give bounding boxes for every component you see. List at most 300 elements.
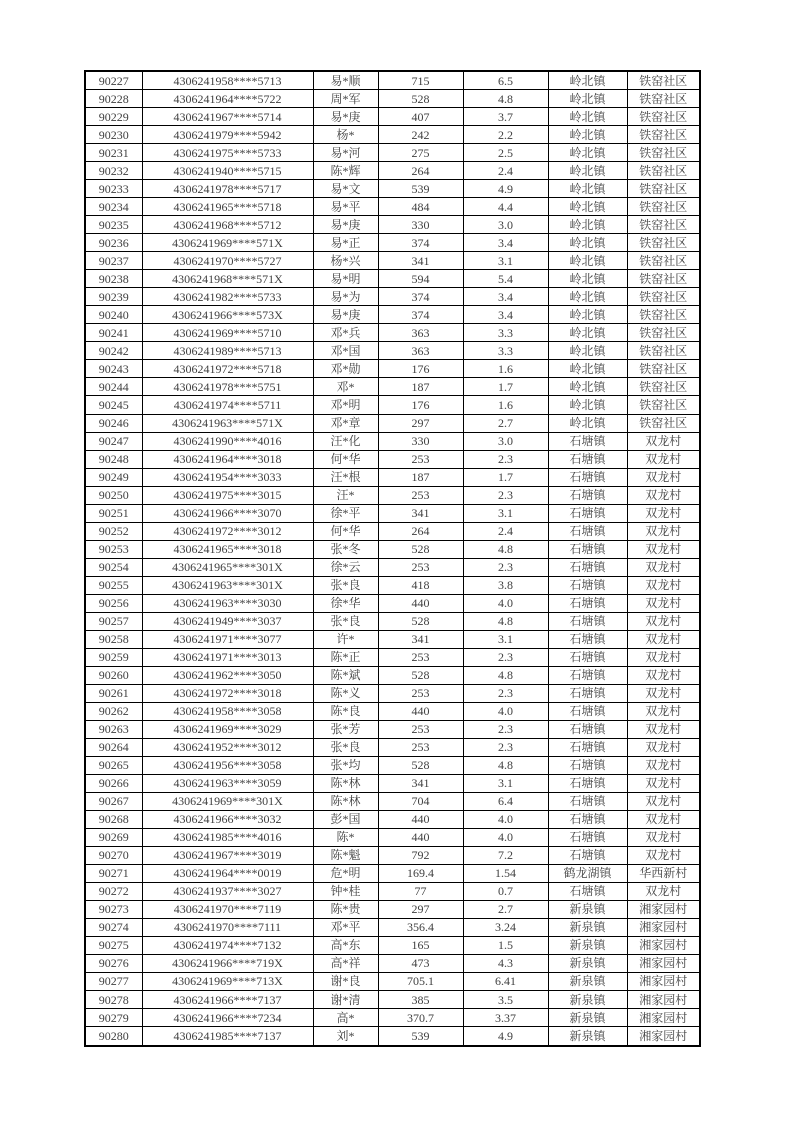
cell-village: 双龙村 xyxy=(627,702,700,720)
table-row xyxy=(85,396,700,414)
cell-name: 邓*平 xyxy=(313,918,378,936)
cell-id-number: 4306241972****3012 xyxy=(142,522,313,540)
table-row xyxy=(85,342,700,360)
cell-town: 石塘镇 xyxy=(548,540,627,558)
cell-id-number: 4306241958****3058 xyxy=(142,702,313,720)
cell-value: 4.0 xyxy=(463,702,548,720)
cell-village: 双龙村 xyxy=(627,630,700,648)
cell-serial: 90267 xyxy=(85,792,142,810)
cell-village: 双龙村 xyxy=(627,540,700,558)
cell-town: 石塘镇 xyxy=(548,486,627,504)
cell-id-number: 4306241971****3077 xyxy=(142,630,313,648)
cell-name: 何*华 xyxy=(313,522,378,540)
cell-town: 岭北镇 xyxy=(548,71,627,90)
cell-value: 4.0 xyxy=(463,828,548,846)
table-row xyxy=(85,720,700,738)
table-body xyxy=(85,71,700,1046)
cell-village: 双龙村 xyxy=(627,846,700,864)
cell-amount: 704 xyxy=(378,792,463,810)
cell-value: 2.2 xyxy=(463,126,548,144)
cell-name: 刘* xyxy=(313,1027,378,1046)
cell-id-number: 4306241970****7119 xyxy=(142,900,313,918)
cell-amount: 385 xyxy=(378,991,463,1009)
cell-village: 铁窑社区 xyxy=(627,162,700,180)
cell-serial: 90274 xyxy=(85,918,142,936)
cell-village: 湘家园村 xyxy=(627,936,700,954)
cell-amount: 440 xyxy=(378,594,463,612)
cell-amount: 253 xyxy=(378,558,463,576)
cell-village: 华西新村 xyxy=(627,864,700,882)
cell-value: 1.7 xyxy=(463,468,548,486)
cell-town: 石塘镇 xyxy=(548,738,627,756)
cell-town: 新泉镇 xyxy=(548,972,627,990)
table-row xyxy=(85,540,700,558)
cell-serial: 90255 xyxy=(85,576,142,594)
cell-name: 易*庚 xyxy=(313,108,378,126)
cell-town: 石塘镇 xyxy=(548,576,627,594)
table-row xyxy=(85,756,700,774)
cell-id-number: 4306241985****7137 xyxy=(142,1027,313,1046)
cell-serial: 90276 xyxy=(85,954,142,972)
cell-id-number: 4306241966****719X xyxy=(142,954,313,972)
cell-village: 铁窑社区 xyxy=(627,414,700,432)
cell-village: 铁窑社区 xyxy=(627,144,700,162)
cell-serial: 90253 xyxy=(85,540,142,558)
cell-town: 岭北镇 xyxy=(548,378,627,396)
cell-amount: 363 xyxy=(378,342,463,360)
cell-value: 2.3 xyxy=(463,558,548,576)
cell-amount: 418 xyxy=(378,576,463,594)
cell-town: 新泉镇 xyxy=(548,936,627,954)
cell-amount: 176 xyxy=(378,360,463,378)
cell-value: 1.54 xyxy=(463,864,548,882)
cell-value: 1.5 xyxy=(463,936,548,954)
cell-name: 陈*林 xyxy=(313,792,378,810)
cell-value: 6.4 xyxy=(463,792,548,810)
cell-serial: 90266 xyxy=(85,774,142,792)
cell-serial: 90237 xyxy=(85,252,142,270)
cell-town: 石塘镇 xyxy=(548,594,627,612)
cell-serial: 90242 xyxy=(85,342,142,360)
cell-village: 双龙村 xyxy=(627,576,700,594)
cell-id-number: 4306241978****5751 xyxy=(142,378,313,396)
cell-serial: 90275 xyxy=(85,936,142,954)
cell-serial: 90244 xyxy=(85,378,142,396)
cell-value: 3.8 xyxy=(463,576,548,594)
cell-town: 岭北镇 xyxy=(548,108,627,126)
cell-id-number: 4306241967****3019 xyxy=(142,846,313,864)
cell-id-number: 4306241990****4016 xyxy=(142,432,313,450)
cell-id-number: 4306241940****5715 xyxy=(142,162,313,180)
cell-serial: 90260 xyxy=(85,666,142,684)
cell-town: 岭北镇 xyxy=(548,324,627,342)
table-row xyxy=(85,612,700,630)
cell-name: 徐*华 xyxy=(313,594,378,612)
table-row xyxy=(85,630,700,648)
cell-village: 铁窑社区 xyxy=(627,234,700,252)
table-row xyxy=(85,306,700,324)
cell-name: 徐*云 xyxy=(313,558,378,576)
cell-village: 铁窑社区 xyxy=(627,324,700,342)
cell-value: 3.37 xyxy=(463,1009,548,1027)
cell-id-number: 4306241972****3018 xyxy=(142,684,313,702)
cell-value: 4.9 xyxy=(463,1027,548,1046)
table-row xyxy=(85,432,700,450)
cell-id-number: 4306241969****3029 xyxy=(142,720,313,738)
cell-village: 双龙村 xyxy=(627,432,700,450)
cell-name: 高*祥 xyxy=(313,954,378,972)
cell-village: 双龙村 xyxy=(627,792,700,810)
cell-name: 易*文 xyxy=(313,180,378,198)
cell-serial: 90250 xyxy=(85,486,142,504)
table-row xyxy=(85,414,700,432)
cell-town: 石塘镇 xyxy=(548,702,627,720)
cell-amount: 528 xyxy=(378,666,463,684)
cell-village: 铁窑社区 xyxy=(627,342,700,360)
cell-serial: 90261 xyxy=(85,684,142,702)
cell-id-number: 4306241985****4016 xyxy=(142,828,313,846)
cell-id-number: 4306241963****301X xyxy=(142,576,313,594)
cell-amount: 370.7 xyxy=(378,1009,463,1027)
table-row xyxy=(85,972,700,990)
cell-name: 高*东 xyxy=(313,936,378,954)
cell-value: 4.8 xyxy=(463,540,548,558)
table-row xyxy=(85,144,700,162)
cell-town: 石塘镇 xyxy=(548,432,627,450)
table-row xyxy=(85,828,700,846)
cell-value: 3.1 xyxy=(463,252,548,270)
cell-amount: 484 xyxy=(378,198,463,216)
cell-amount: 341 xyxy=(378,774,463,792)
cell-name: 汪* xyxy=(313,486,378,504)
cell-town: 新泉镇 xyxy=(548,918,627,936)
cell-id-number: 4306241970****5727 xyxy=(142,252,313,270)
cell-value: 2.3 xyxy=(463,684,548,702)
cell-amount: 356.4 xyxy=(378,918,463,936)
cell-id-number: 4306241968****571X xyxy=(142,270,313,288)
cell-village: 双龙村 xyxy=(627,648,700,666)
cell-town: 岭北镇 xyxy=(548,342,627,360)
cell-amount: 715 xyxy=(378,71,463,90)
cell-village: 双龙村 xyxy=(627,828,700,846)
cell-value: 3.1 xyxy=(463,774,548,792)
cell-value: 4.0 xyxy=(463,594,548,612)
cell-town: 石塘镇 xyxy=(548,792,627,810)
cell-id-number: 4306241975****5733 xyxy=(142,144,313,162)
cell-value: 3.5 xyxy=(463,991,548,1009)
cell-value: 3.1 xyxy=(463,630,548,648)
cell-serial: 90236 xyxy=(85,234,142,252)
table-row xyxy=(85,90,700,108)
cell-serial: 90271 xyxy=(85,864,142,882)
cell-amount: 374 xyxy=(378,306,463,324)
table-row xyxy=(85,846,700,864)
cell-id-number: 4306241970****7111 xyxy=(142,918,313,936)
cell-id-number: 4306241954****3033 xyxy=(142,468,313,486)
cell-value: 4.0 xyxy=(463,810,548,828)
cell-id-number: 4306241963****3030 xyxy=(142,594,313,612)
cell-village: 铁窑社区 xyxy=(627,288,700,306)
table-row xyxy=(85,486,700,504)
cell-amount: 253 xyxy=(378,684,463,702)
cell-village: 双龙村 xyxy=(627,612,700,630)
table-row xyxy=(85,900,700,918)
cell-value: 2.3 xyxy=(463,450,548,468)
table-row xyxy=(85,270,700,288)
table-row xyxy=(85,648,700,666)
cell-id-number: 4306241968****5712 xyxy=(142,216,313,234)
cell-name: 谢*清 xyxy=(313,991,378,1009)
cell-amount: 528 xyxy=(378,90,463,108)
cell-village: 湘家园村 xyxy=(627,972,700,990)
cell-amount: 253 xyxy=(378,738,463,756)
cell-town: 新泉镇 xyxy=(548,900,627,918)
cell-village: 双龙村 xyxy=(627,774,700,792)
cell-amount: 77 xyxy=(378,882,463,900)
cell-town: 岭北镇 xyxy=(548,234,627,252)
table-row xyxy=(85,576,700,594)
cell-village: 铁窑社区 xyxy=(627,252,700,270)
table-row xyxy=(85,288,700,306)
cell-village: 双龙村 xyxy=(627,522,700,540)
cell-id-number: 4306241949****3037 xyxy=(142,612,313,630)
cell-serial: 90272 xyxy=(85,882,142,900)
cell-id-number: 4306241989****5713 xyxy=(142,342,313,360)
cell-value: 1.6 xyxy=(463,396,548,414)
cell-village: 铁窑社区 xyxy=(627,71,700,90)
cell-town: 岭北镇 xyxy=(548,126,627,144)
cell-name: 徐*平 xyxy=(313,504,378,522)
cell-name: 易*正 xyxy=(313,234,378,252)
cell-id-number: 4306241969****713X xyxy=(142,972,313,990)
cell-name: 许* xyxy=(313,630,378,648)
cell-town: 新泉镇 xyxy=(548,954,627,972)
cell-amount: 169.4 xyxy=(378,864,463,882)
cell-town: 石塘镇 xyxy=(548,648,627,666)
table-row xyxy=(85,162,700,180)
cell-name: 张*均 xyxy=(313,756,378,774)
cell-serial: 90278 xyxy=(85,991,142,1009)
cell-amount: 539 xyxy=(378,180,463,198)
cell-value: 0.7 xyxy=(463,882,548,900)
cell-serial: 90231 xyxy=(85,144,142,162)
cell-id-number: 4306241966****7137 xyxy=(142,991,313,1009)
cell-id-number: 4306241965****301X xyxy=(142,558,313,576)
cell-name: 易*平 xyxy=(313,198,378,216)
cell-amount: 528 xyxy=(378,540,463,558)
cell-value: 5.4 xyxy=(463,270,548,288)
cell-value: 2.5 xyxy=(463,144,548,162)
cell-town: 岭北镇 xyxy=(548,306,627,324)
cell-value: 3.3 xyxy=(463,324,548,342)
cell-town: 岭北镇 xyxy=(548,252,627,270)
cell-town: 石塘镇 xyxy=(548,468,627,486)
cell-town: 石塘镇 xyxy=(548,684,627,702)
cell-town: 石塘镇 xyxy=(548,666,627,684)
table-row xyxy=(85,936,700,954)
cell-town: 岭北镇 xyxy=(548,414,627,432)
cell-amount: 705.1 xyxy=(378,972,463,990)
cell-town: 石塘镇 xyxy=(548,630,627,648)
table-row xyxy=(85,324,700,342)
cell-id-number: 4306241979****5942 xyxy=(142,126,313,144)
cell-name: 彭*国 xyxy=(313,810,378,828)
table-row xyxy=(85,864,700,882)
cell-id-number: 4306241962****3050 xyxy=(142,666,313,684)
table-row xyxy=(85,360,700,378)
cell-town: 岭北镇 xyxy=(548,198,627,216)
cell-serial: 90251 xyxy=(85,504,142,522)
cell-amount: 242 xyxy=(378,126,463,144)
cell-serial: 90233 xyxy=(85,180,142,198)
cell-name: 高* xyxy=(313,1009,378,1027)
cell-serial: 90270 xyxy=(85,846,142,864)
cell-id-number: 4306241966****573X xyxy=(142,306,313,324)
cell-town: 石塘镇 xyxy=(548,756,627,774)
table-row xyxy=(85,468,700,486)
cell-village: 双龙村 xyxy=(627,558,700,576)
cell-name: 陈*林 xyxy=(313,774,378,792)
cell-value: 2.4 xyxy=(463,522,548,540)
cell-village: 双龙村 xyxy=(627,468,700,486)
cell-village: 双龙村 xyxy=(627,738,700,756)
cell-value: 2.7 xyxy=(463,414,548,432)
cell-name: 邓*明 xyxy=(313,396,378,414)
cell-serial: 90254 xyxy=(85,558,142,576)
cell-town: 石塘镇 xyxy=(548,882,627,900)
cell-value: 2.3 xyxy=(463,486,548,504)
cell-name: 杨*兴 xyxy=(313,252,378,270)
table-row xyxy=(85,126,700,144)
cell-village: 湘家园村 xyxy=(627,1009,700,1027)
table-row xyxy=(85,558,700,576)
cell-value: 2.7 xyxy=(463,900,548,918)
table-row xyxy=(85,774,700,792)
cell-amount: 187 xyxy=(378,378,463,396)
cell-serial: 90247 xyxy=(85,432,142,450)
cell-serial: 90256 xyxy=(85,594,142,612)
cell-id-number: 4306241982****5733 xyxy=(142,288,313,306)
cell-amount: 341 xyxy=(378,630,463,648)
cell-serial: 90265 xyxy=(85,756,142,774)
cell-amount: 253 xyxy=(378,486,463,504)
cell-village: 铁窑社区 xyxy=(627,378,700,396)
cell-value: 4.8 xyxy=(463,90,548,108)
cell-value: 4.4 xyxy=(463,198,548,216)
cell-value: 2.3 xyxy=(463,738,548,756)
cell-village: 湘家园村 xyxy=(627,1027,700,1046)
cell-amount: 473 xyxy=(378,954,463,972)
cell-id-number: 4306241969****571X xyxy=(142,234,313,252)
cell-amount: 264 xyxy=(378,162,463,180)
cell-serial: 90268 xyxy=(85,810,142,828)
cell-id-number: 4306241971****3013 xyxy=(142,648,313,666)
cell-value: 6.5 xyxy=(463,71,548,90)
cell-name: 邓*兵 xyxy=(313,324,378,342)
cell-amount: 407 xyxy=(378,108,463,126)
cell-name: 易*明 xyxy=(313,270,378,288)
cell-town: 石塘镇 xyxy=(548,810,627,828)
cell-village: 铁窑社区 xyxy=(627,216,700,234)
cell-name: 钟*桂 xyxy=(313,882,378,900)
cell-village: 双龙村 xyxy=(627,756,700,774)
table-row xyxy=(85,594,700,612)
table-row xyxy=(85,108,700,126)
cell-amount: 341 xyxy=(378,252,463,270)
cell-name: 陈* xyxy=(313,828,378,846)
cell-village: 双龙村 xyxy=(627,666,700,684)
cell-value: 2.4 xyxy=(463,162,548,180)
cell-village: 湘家园村 xyxy=(627,991,700,1009)
cell-amount: 253 xyxy=(378,648,463,666)
cell-id-number: 4306241963****3059 xyxy=(142,774,313,792)
cell-id-number: 4306241967****5714 xyxy=(142,108,313,126)
cell-value: 3.0 xyxy=(463,432,548,450)
cell-town: 石塘镇 xyxy=(548,504,627,522)
cell-serial: 90252 xyxy=(85,522,142,540)
cell-town: 岭北镇 xyxy=(548,360,627,378)
cell-id-number: 4306241965****3018 xyxy=(142,540,313,558)
cell-town: 岭北镇 xyxy=(548,396,627,414)
cell-amount: 176 xyxy=(378,396,463,414)
cell-id-number: 4306241958****5713 xyxy=(142,71,313,90)
cell-value: 4.9 xyxy=(463,180,548,198)
cell-town: 石塘镇 xyxy=(548,612,627,630)
cell-town: 石塘镇 xyxy=(548,828,627,846)
cell-town: 石塘镇 xyxy=(548,720,627,738)
cell-name: 张*良 xyxy=(313,738,378,756)
cell-id-number: 4306241937****3027 xyxy=(142,882,313,900)
cell-id-number: 4306241952****3012 xyxy=(142,738,313,756)
cell-value: 3.24 xyxy=(463,918,548,936)
cell-serial: 90249 xyxy=(85,468,142,486)
cell-village: 铁窑社区 xyxy=(627,126,700,144)
table-row xyxy=(85,810,700,828)
cell-value: 3.1 xyxy=(463,504,548,522)
cell-serial: 90269 xyxy=(85,828,142,846)
cell-amount: 264 xyxy=(378,522,463,540)
table-row xyxy=(85,504,700,522)
cell-id-number: 4306241974****7132 xyxy=(142,936,313,954)
cell-town: 石塘镇 xyxy=(548,774,627,792)
cell-village: 铁窑社区 xyxy=(627,270,700,288)
cell-village: 湘家园村 xyxy=(627,900,700,918)
cell-name: 陈*贵 xyxy=(313,900,378,918)
cell-name: 陈*正 xyxy=(313,648,378,666)
cell-amount: 528 xyxy=(378,756,463,774)
table-row xyxy=(85,198,700,216)
cell-amount: 165 xyxy=(378,936,463,954)
cell-name: 陈*辉 xyxy=(313,162,378,180)
cell-name: 张*良 xyxy=(313,612,378,630)
cell-amount: 297 xyxy=(378,414,463,432)
cell-amount: 341 xyxy=(378,504,463,522)
cell-id-number: 4306241972****5718 xyxy=(142,360,313,378)
cell-village: 双龙村 xyxy=(627,720,700,738)
cell-id-number: 4306241966****7234 xyxy=(142,1009,313,1027)
cell-serial: 90259 xyxy=(85,648,142,666)
cell-id-number: 4306241974****5711 xyxy=(142,396,313,414)
cell-amount: 275 xyxy=(378,144,463,162)
cell-amount: 330 xyxy=(378,432,463,450)
cell-value: 3.4 xyxy=(463,234,548,252)
cell-village: 双龙村 xyxy=(627,450,700,468)
cell-serial: 90246 xyxy=(85,414,142,432)
cell-village: 铁窑社区 xyxy=(627,306,700,324)
cell-village: 双龙村 xyxy=(627,504,700,522)
cell-name: 汪*根 xyxy=(313,468,378,486)
cell-town: 岭北镇 xyxy=(548,90,627,108)
